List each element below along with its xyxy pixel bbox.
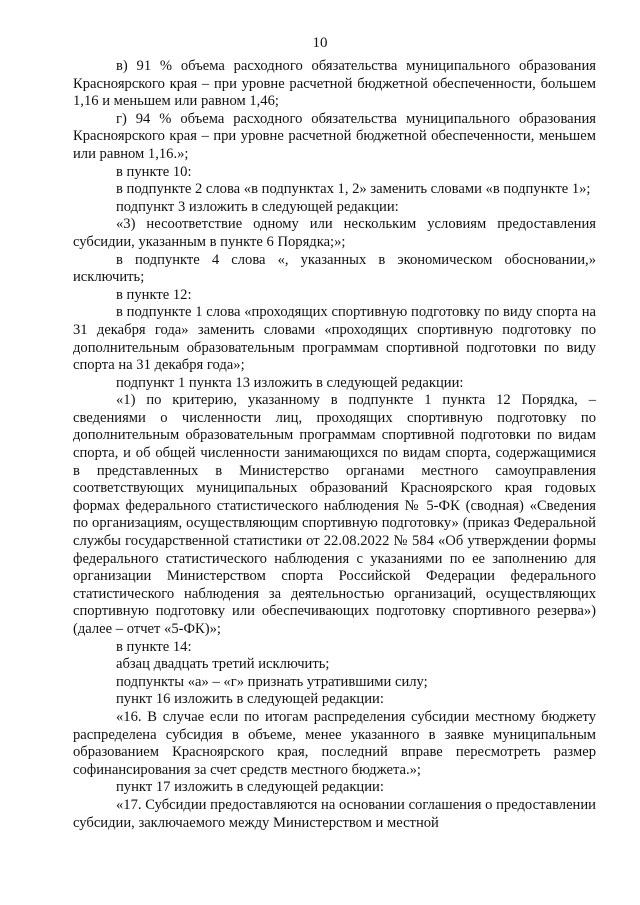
paragraph: в подпункте 1 слова «проходящих спортивную подготовку по виду спорта на 31 декабря года» заменить словами «проходящих спортивную подготовку по дополнительным образовательным программам спортивной подготовки по виду спорта на 31 декабря года»; xyxy=(73,304,596,374)
paragraph: в пункте 12: xyxy=(116,286,192,303)
page-number: 10 xyxy=(312,35,328,51)
paragraph: «16. В случае если по итогам распределения субсидии местному бюджету распределена субсидия в объеме, менее указанного в заявке муниципальным образованием Красноярского края, последний вправе пересмотреть размер софинансирования за счет средств местного бюджета.»; xyxy=(73,708,596,778)
paragraph: подпункт 1 пункта 13 изложить в следующей редакции: xyxy=(116,374,464,391)
paragraph: в) 91 % объема расходного обязательства муниципального образования Красноярского края – при уровне расчетной бюджетной обеспеченности, большем 1,16 и меньшем или равном 1,46; xyxy=(73,58,596,110)
paragraph: подпункт 3 изложить в следующей редакции: xyxy=(116,198,399,215)
document-body xyxy=(73,58,596,832)
paragraph: «3) несоответствие одному или нескольким условиям предоставления субсидии, указанным в пункте 6 Порядка;»; xyxy=(73,216,596,250)
paragraph: пункт 17 изложить в следующей редакции: xyxy=(116,779,384,796)
paragraph: подпункты «а» – «г» признать утратившими силу; xyxy=(116,673,428,690)
paragraph: г) 94 % объема расходного обязательства муниципального образования Красноярского края – при уровне расчетной бюджетной обеспеченности, меньшем или равном 1,16.»; xyxy=(73,110,596,162)
paragraph: в подпункте 2 слова «в подпунктах 1, 2» заменить словами «в подпункте 1»; xyxy=(116,181,591,198)
paragraph: в пункте 10: xyxy=(116,163,192,180)
paragraph: «1) по критерию, указанному в подпункте 1 пункта 12 Порядка, – сведениями о численности лиц, проходящих спортивную подготовку по дополнительным образовательным программам спортивной подготовки по видам спорта, и об общей численности занимающихся по видам спорта, содержащимися в представленных в Министерство органами местного самоуправления соответствующих муниципальных образований Красноярского края годовых формах федерального статистического наблюдения № 5-ФК (сводная) «Сведения по организациям, осуществляющим спортивную подготовку» (приказ Федеральной службы государственной статистики от 22.08.2022 № 584 «Об утверждении формы федерального статистического наблюдения с указаниями по ее заполнению для организации Министерством спорта Российской Федерации федерального статистического наблюдения за деятельностью организаций, осуществляющих спортивную подготовку или обеспечивающих подготовку спортивного резерва») (далее – отчет «5-ФК)»; xyxy=(73,392,596,637)
paragraph: «17. Субсидии предоставляются на основании соглашения о предоставлении субсидии, заключаемого между Министерством и местной xyxy=(73,796,596,831)
paragraph: в пункте 14: xyxy=(116,638,192,655)
paragraph: абзац двадцать третий исключить; xyxy=(116,656,330,673)
paragraph: в подпункте 4 слова «, указанных в экономическом обосновании,» исключить; xyxy=(73,251,596,286)
paragraph: пункт 16 изложить в следующей редакции: xyxy=(116,691,384,708)
